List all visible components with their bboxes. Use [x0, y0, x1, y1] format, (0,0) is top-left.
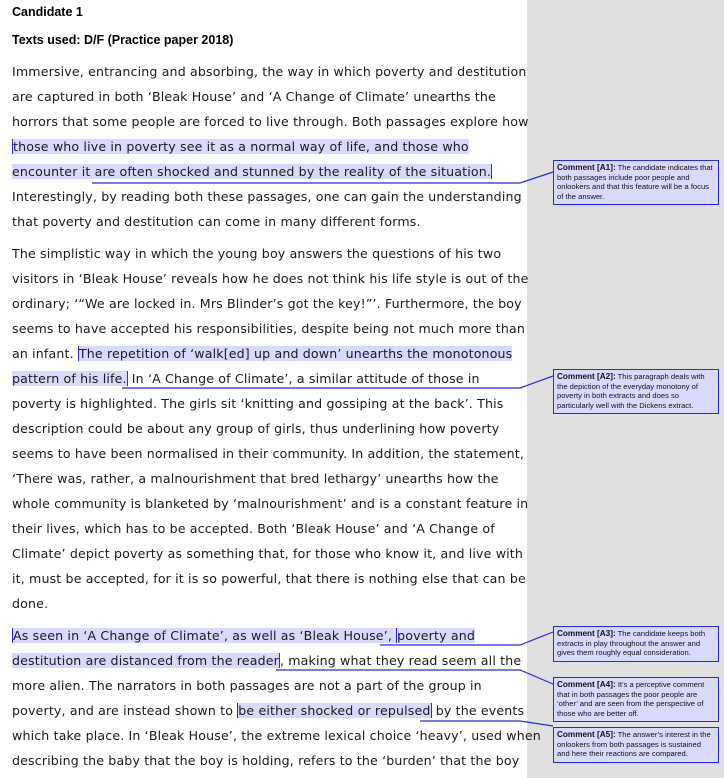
- text-run: ‘There was, rather, a malnourishment that bred lethargy’ unearths how the: [12, 471, 499, 486]
- comment-a1[interactable]: [553, 160, 719, 205]
- text-run: more alien. The narrators in both passages are not a part of the group in: [12, 678, 482, 693]
- comment-label: Comment [A2]:: [557, 372, 616, 381]
- text-run: it, must be accepted, for it is so powerful, that there is nothing else that can be: [12, 571, 526, 586]
- text-run: In ‘A Change of Climate’, a similar attitude of those in: [127, 371, 480, 386]
- text-run: Climate’ depict poverty as something that, for those who know it, and live with: [12, 546, 524, 561]
- text-run: poverty is highlighted. The girls sit ‘knitting and gossiping at the back’. This: [12, 396, 504, 411]
- text-run: seems to have been normalised in their community. In addition, the statement,: [12, 446, 525, 461]
- text-run: their lives, which has to be accepted. Both ‘Bleak House’ and ‘A Change of: [12, 521, 495, 536]
- essay-line: [12, 491, 528, 516]
- highlighted-text: pattern of his life.: [12, 371, 127, 386]
- essay-line: [12, 134, 469, 159]
- comment-text: It’s a perceptive comment that in both passages the poor people are ‘other’ and are seen from the perspective of those who are better off.: [557, 680, 705, 718]
- comment-label: Comment [A4]:: [557, 680, 616, 689]
- text-run: an infant.: [12, 346, 78, 361]
- essay-line: [12, 241, 501, 266]
- text-run: by the events: [431, 703, 525, 718]
- essay-line: [12, 541, 523, 566]
- comment-label: Comment [A3]:: [557, 629, 616, 638]
- essay-line: [12, 416, 499, 441]
- text-run: description could be about any group of girls, thus underlining how poverty: [12, 421, 500, 436]
- text-run: , making what they read seem all the: [279, 653, 522, 668]
- essay-line: [12, 566, 526, 591]
- highlighted-text: The repetition of ‘walk[ed] up and down’ unearths the monotonous: [78, 346, 513, 361]
- text-run: The simplistic way in which the young boy answers the questions of his two: [12, 246, 502, 261]
- essay-line: [12, 209, 421, 234]
- highlighted-text: those who live in poverty see it as a normal way of life, and those who: [13, 139, 469, 154]
- texts-used-heading: Texts used: D/F (Practice paper 2018): [12, 33, 234, 47]
- essay-line: [12, 159, 492, 184]
- text-run: done.: [12, 596, 49, 611]
- text-run: poverty, and are instead shown to: [12, 703, 238, 718]
- comment-a2[interactable]: [553, 369, 719, 414]
- essay-line: [12, 391, 503, 416]
- essay-line: [12, 748, 519, 773]
- essay-line: [12, 84, 496, 109]
- text-run: horrors that some people are forced to live through. Both passages explore how: [12, 114, 529, 129]
- highlighted-text: poverty and: [397, 628, 475, 643]
- essay-line: [12, 291, 522, 316]
- essay-line: [12, 441, 524, 466]
- highlighted-text: be either shocked or repulsed: [238, 703, 431, 718]
- comment-text: The answer’s interest in the onlookers from both passages is sustained and here their reactions are compared.: [557, 730, 711, 759]
- highlighted-text: encounter it are often shocked and stunned by the reality of the situation.: [12, 164, 492, 179]
- text-run: Interestingly, by reading both these passages, one can gain the understanding: [12, 189, 522, 204]
- comment-label: Comment [A5]:: [557, 730, 616, 739]
- comment-text: This paragraph deals with the depiction of the everyday monotony of poverty in both extracts and does so particularly well with the Dickens extract.: [557, 372, 705, 410]
- essay-line: [12, 184, 522, 209]
- essay-line: [12, 59, 527, 84]
- essay-line: [12, 366, 480, 391]
- text-run: visitors in ‘Bleak House’ reveals how he does not think his life style is out of the: [12, 271, 529, 286]
- comment-text: The candidate indicates that both passages include poor people and onlookers and that this feature will be a focus of the answer.: [557, 163, 713, 201]
- essay-line: [12, 623, 475, 648]
- highlighted-text: destitution are distanced from the reader: [12, 653, 279, 668]
- essay-line: [12, 516, 495, 541]
- comment-a5[interactable]: [553, 727, 719, 763]
- essay-line: [12, 723, 541, 748]
- text-run: describing the baby that the boy is holding, refers to the ‘burden’ that the boy: [12, 753, 520, 768]
- essay-line: [12, 109, 529, 134]
- text-run: ordinary; ‘“We are locked in. Mrs Blinder’s got the key!”’. Furthermore, the boy: [12, 296, 522, 311]
- comment-a4[interactable]: [553, 677, 719, 722]
- essay-line: [12, 341, 512, 366]
- essay-line: [12, 591, 48, 616]
- essay-line: [12, 648, 521, 673]
- text-run: Immersive, entrancing and absorbing, the way in which poverty and destitution: [12, 64, 527, 79]
- candidate-heading: Candidate 1: [12, 5, 83, 19]
- comment-label: Comment [A1]:: [557, 163, 616, 172]
- comment-text: The candidate keeps both extracts in play throughout the answer and gives them roughly equal consideration.: [557, 629, 706, 658]
- essay-line: [12, 466, 499, 491]
- essay-line: [12, 673, 482, 698]
- essay-line: [12, 698, 524, 723]
- essay-line: [12, 316, 525, 341]
- essay-line: [12, 266, 528, 291]
- text-run: which take place. In ‘Bleak House’, the extreme lexical choice ‘heavy’, used when: [12, 728, 541, 743]
- text-run: are captured in both ‘Bleak House’ and ‘A Change of Climate’ unearths the: [12, 89, 496, 104]
- text-run: that poverty and destitution can come in many different forms.: [12, 214, 421, 229]
- text-run: seems to have accepted his responsibilities, despite being not much more than: [12, 321, 525, 336]
- comment-a3[interactable]: [553, 626, 719, 662]
- highlighted-text: As seen in ‘A Change of Climate’, as well as ‘Bleak House’,: [13, 628, 397, 643]
- text-run: whole community is blanketed by ‘malnourishment’ and is a constant feature in: [12, 496, 529, 511]
